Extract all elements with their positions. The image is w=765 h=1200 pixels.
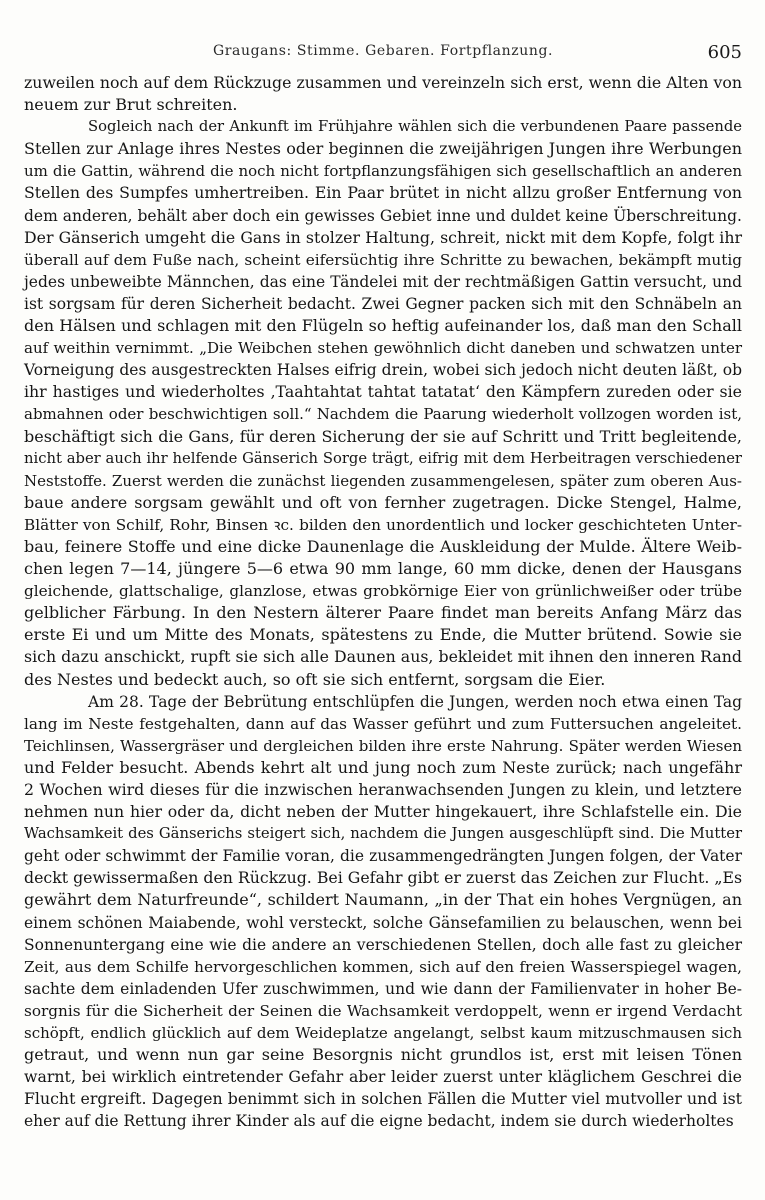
text-line: jedes unbeweibte Männchen, das eine Tändelei mit der rechtmäßigen Gattin versucht, und — [24, 272, 742, 291]
text-line: Der Gänserich umgeht die Gans in stolzer Haltung, schreit, nickt mit dem Kopfe, folgt ihr — [24, 227, 742, 247]
text-line: 2 Wochen wird dieses für die inzwischen heranwachsenden Jungen zu klein, und letztere — [24, 780, 742, 799]
text-line: Vorneigung des ausgestreckten Halses eifrig drein, wobei sich jedoch nicht deuten läßt, ob — [24, 361, 742, 380]
text-line: Sogleich nach der Ankunft im Frühjahre wählen sich die verbundenen Paare passende — [88, 118, 742, 136]
text-line: Blätter von Schilf, Rohr, Binsen ꝛc. bilden den unordentlich und locker geschichteten Unter- — [24, 515, 742, 534]
paragraph — [24, 691, 742, 1133]
text-line: lang im Neste festgehalten, dann auf das Wasser geführt und zum Futtersuchen angeleitet. — [24, 714, 742, 733]
text-line: gelblicher Färbung. In den Nestern älterer Paare findet man bereits Anfang März das — [24, 603, 742, 623]
paragraph — [24, 116, 742, 690]
page-number: 605 — [707, 42, 742, 63]
text-line: Zeit, aus dem Schilfe hervorgeschlichen kommen, sich auf den freien Wasserspiegel wagen, — [24, 957, 742, 976]
text-line: deckt gewissermaßen den Rückzug. Bei Gefahr gibt er zuerst das Zeichen zur Flucht. „Es — [24, 868, 743, 888]
text-line: ist sorgsam für deren Sicherheit bedacht. Zwei Gegner packen sich mit den Schnäbeln an — [24, 294, 742, 313]
text-line: Sonnenuntergang eine wie die andere an verschiedenen Stellen, doch alle fast zu gleicher — [24, 935, 742, 954]
text-line: zuweilen noch auf dem Rückzuge zusammen und vereinzeln sich erst, wenn die Alten von — [24, 73, 742, 92]
text-line: bau, feinere Stoffe und eine dicke Daunenlage die Auskleidung der Mulde. Ältere Weib- — [24, 536, 742, 556]
text-line: schöpft, endlich glücklich auf dem Weideplatze angelangt, selbst kaum mitzuschmausen sich — [24, 1024, 742, 1043]
text-line: abmahnen oder beschwichtigen soll.“ Nachdem die Paarung wiederholt vollzogen worden ist, — [24, 405, 742, 424]
text-line: chen legen 7—14, jüngere 5—6 etwa 90 mm lange, 60 mm dicke, denen der Hausgans — [24, 559, 742, 579]
text-line: sorgnis für die Sicherheit der Seinen die Wachsamkeit verdoppelt, wenn er irgend Verdacht — [24, 1001, 742, 1020]
text-line: baue andere sorgsam gewählt und oft von fernher zugetragen. Dicke Stengel, Halme, — [24, 492, 742, 512]
text-line: ihr hastiges und wiederholtes ‚Taahtahtat tahtat tatatat‘ den Kämpfern zureden oder sie — [24, 382, 742, 402]
text-line: Wachsamkeit des Gänserichs steigert sich, nachdem die Jungen ausgeschlüpft sind. Die Mutter — [24, 825, 742, 843]
text-line: Am 28. Tage der Bebrütung entschlüpfen die Jungen, werden noch etwa einen Tag — [88, 692, 742, 711]
text-line: Stellen zur Anlage ihres Nestes oder beginnen die zweijährigen Jungen ihre Werbungen — [24, 139, 742, 159]
body-text — [24, 72, 742, 1133]
text-line: gewährt dem Naturfreunde“, schildert Naumann, „in der That ein hohes Vergnügen, an — [24, 890, 742, 910]
text-line: getraut, und wenn nun gar seine Besorgnis nicht grundlos ist, erst mit leisen Tönen — [24, 1045, 742, 1065]
text-line: Stellen des Sumpfes umhertreiben. Ein Paar brütet in nicht allzu großer Entfernung von — [24, 183, 742, 203]
text-line: gleichende, glattschalige, glanzlose, etwas grobkörnige Eier von grünlichweißer oder trübe — [24, 582, 742, 601]
text-line: warnt, bei wirklich eintretender Gefahr aber leider zuerst unter kläglichem Geschrei die — [24, 1067, 742, 1087]
text-line: erste Ei und um Mitte des Monats, spätestens zu Ende, die Mutter brütend. Sowie sie — [24, 625, 742, 645]
text-line: Neststoffe. Zuerst werden die zunächst liegenden zusammengelesen, später zum oberen Aus- — [24, 471, 742, 490]
text-line: eher auf die Rettung ihrer Kinder als auf die eigne bedacht, indem sie durch wiederholtes — [24, 1112, 734, 1131]
text-line: beschäftigt sich die Gans, für deren Sicherung der sie auf Schritt und Tritt begleitende, — [24, 426, 742, 446]
running-head — [24, 38, 742, 68]
text-line: des Nestes und bedeckt auch, so oft sie sich entfernt, sorgsam die Eier. — [24, 669, 606, 689]
text-line: dem anderen, behält aber doch ein gewisses Gebiet inne und duldet keine Überschreitung. — [24, 206, 742, 225]
text-line: Flucht ergreift. Dagegen benimmt sich in solchen Fällen die Mutter viel mutvoller und ist — [24, 1089, 742, 1109]
text-line: neuem zur Brut schreiten. — [24, 95, 238, 115]
text-line: und Felder besucht. Abends kehrt alt und jung noch zum Neste zurück; nach ungefähr — [24, 757, 742, 777]
text-line: sachte dem einladenden Ufer zuschwimmen, und wie dann der Familienvater in hoher Be- — [24, 979, 742, 998]
text-line: geht oder schwimmt der Familie voran, die zusammengedrängten Jungen folgen, der Vater — [24, 847, 742, 866]
text-line: um die Gattin, während die noch nicht fortpflanzungsfähigen sich gesellschaftlich an anderen — [24, 162, 742, 181]
text-line: nicht aber auch ihr helfende Gänserich Sorge trägt, eifrig mit dem Herbeitragen verschiedener — [24, 449, 742, 467]
running-title: Graugans: Stimme. Gebaren. Fortpflanzung. — [212, 43, 554, 59]
text-line: Teichlinsen, Wassergräser und dergleichen bilden ihre erste Nahrung. Später werden Wiesen — [24, 736, 742, 755]
text-line: einem schönen Maiabende, wohl versteckt, solche Gänsefamilien zu belauschen, wenn bei — [24, 913, 742, 932]
text-line: den Hälsen und schlagen mit den Flügeln so heftig aufeinander los, daß man den Schall — [24, 316, 742, 336]
text-line: überall auf dem Fuße nach, scheint eifersüchtig ihre Schritte zu bewachen, bekämpft mutig — [24, 250, 742, 269]
text-line: sich dazu anschickt, rupft sie sich alle Daunen aus, bekleidet mit ihnen den inneren Rand — [24, 647, 742, 667]
text-line: auf weithin vernimmt. „Die Weibchen stehen gewöhnlich dicht daneben und schwatzen unter — [24, 339, 742, 358]
text-line: nehmen nun hier oder da, dicht neben der Mutter hingekauert, ihre Schlafstelle ein. Die — [24, 802, 742, 822]
paragraph — [24, 72, 742, 116]
